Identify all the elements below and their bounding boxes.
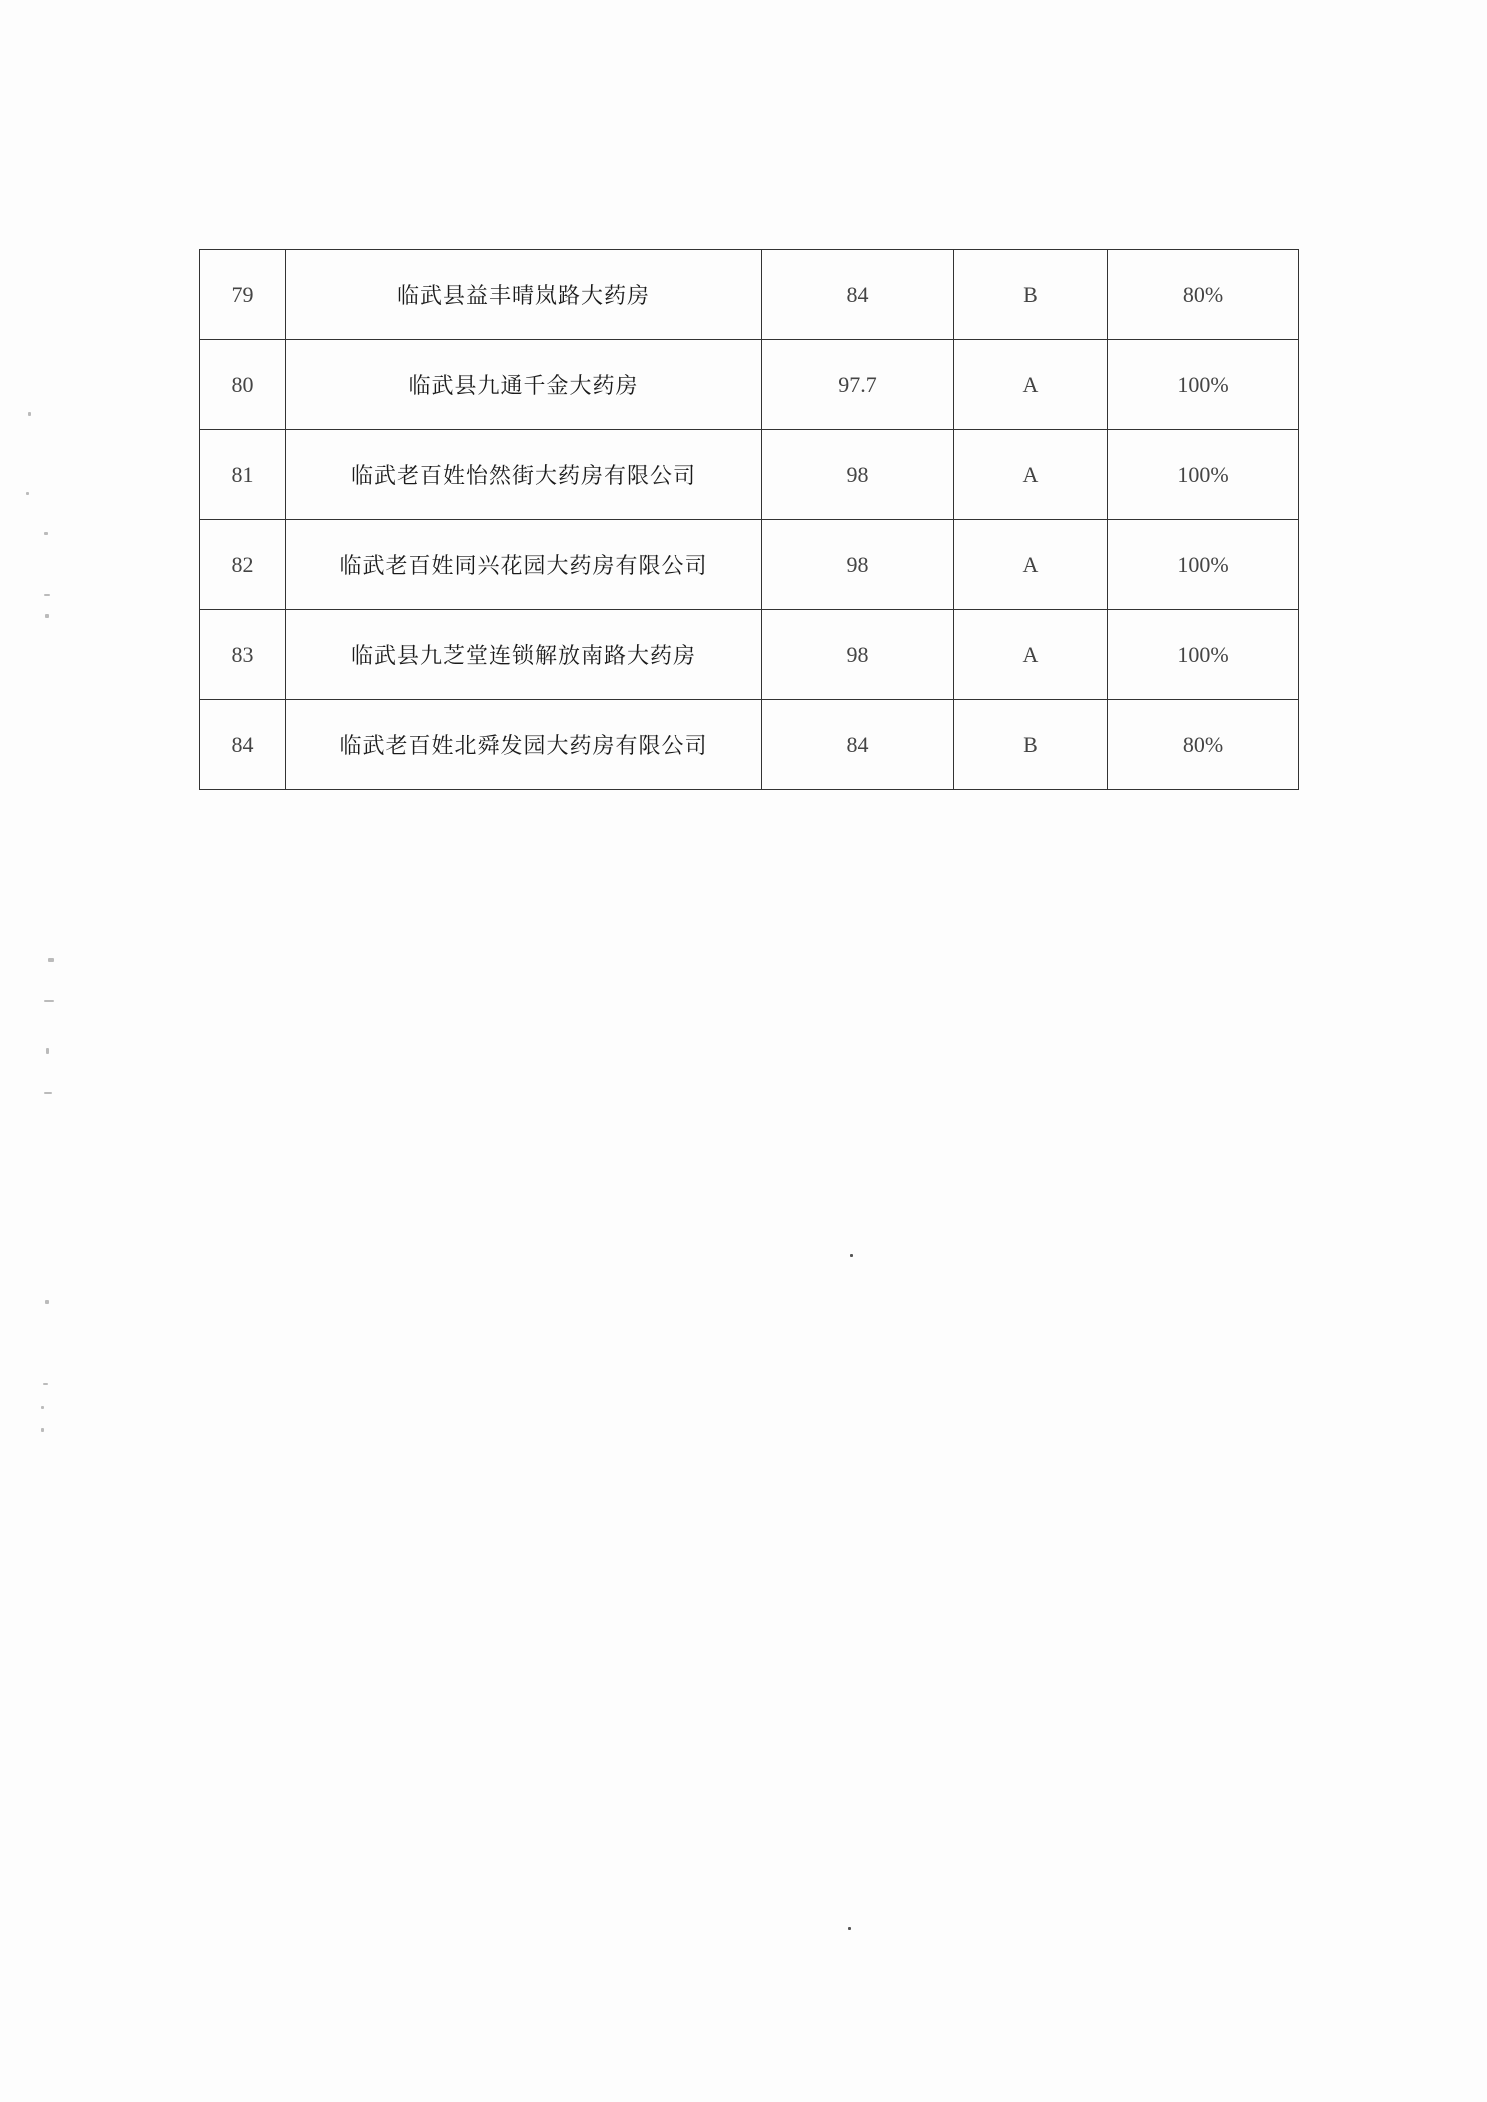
row-number: 82 bbox=[200, 520, 286, 610]
row-number: 79 bbox=[200, 250, 286, 340]
table-row bbox=[200, 430, 1299, 520]
pharmacy-name: 临武老百姓怡然街大药房有限公司 bbox=[286, 430, 762, 520]
percent: 80% bbox=[1108, 250, 1299, 340]
score: 84 bbox=[762, 700, 954, 790]
score: 98 bbox=[762, 430, 954, 520]
pharmacy-name: 临武县益丰晴岚路大药房 bbox=[286, 250, 762, 340]
table-row bbox=[200, 520, 1299, 610]
table-row bbox=[200, 700, 1299, 790]
scan-speck bbox=[44, 1092, 52, 1094]
grade: A bbox=[954, 340, 1108, 430]
score: 98 bbox=[762, 610, 954, 700]
scan-speck bbox=[48, 958, 54, 962]
score: 97.7 bbox=[762, 340, 954, 430]
percent: 80% bbox=[1108, 700, 1299, 790]
pharmacy-name: 临武老百姓北舜发园大药房有限公司 bbox=[286, 700, 762, 790]
scan-speck bbox=[46, 1048, 49, 1054]
scan-speck bbox=[44, 594, 50, 596]
pharmacy-name: 临武县九芝堂连锁解放南路大药房 bbox=[286, 610, 762, 700]
score: 84 bbox=[762, 250, 954, 340]
table-row bbox=[200, 250, 1299, 340]
row-number: 81 bbox=[200, 430, 286, 520]
percent: 100% bbox=[1108, 340, 1299, 430]
grade: A bbox=[954, 520, 1108, 610]
grade: B bbox=[954, 250, 1108, 340]
table-row bbox=[200, 610, 1299, 700]
scan-speck bbox=[45, 1300, 49, 1304]
pharmacy-name: 临武老百姓同兴花园大药房有限公司 bbox=[286, 520, 762, 610]
scan-speck bbox=[41, 1428, 44, 1432]
percent: 100% bbox=[1108, 520, 1299, 610]
scan-speck bbox=[45, 614, 49, 618]
row-number: 83 bbox=[200, 610, 286, 700]
scan-speck bbox=[44, 1000, 54, 1002]
scan-speck bbox=[850, 1254, 853, 1257]
grade: A bbox=[954, 430, 1108, 520]
scan-speck bbox=[848, 1927, 851, 1930]
score: 98 bbox=[762, 520, 954, 610]
pharmacy-name: 临武县九通千金大药房 bbox=[286, 340, 762, 430]
row-number: 80 bbox=[200, 340, 286, 430]
percent: 100% bbox=[1108, 430, 1299, 520]
table-row bbox=[200, 340, 1299, 430]
grade: B bbox=[954, 700, 1108, 790]
pharmacy-rating-table bbox=[199, 249, 1299, 790]
scan-speck bbox=[41, 1406, 44, 1409]
percent: 100% bbox=[1108, 610, 1299, 700]
scan-speck bbox=[28, 412, 31, 416]
scan-speck bbox=[44, 532, 48, 535]
scan-speck bbox=[43, 1383, 48, 1385]
scan-speck bbox=[26, 492, 29, 495]
row-number: 84 bbox=[200, 700, 286, 790]
grade: A bbox=[954, 610, 1108, 700]
